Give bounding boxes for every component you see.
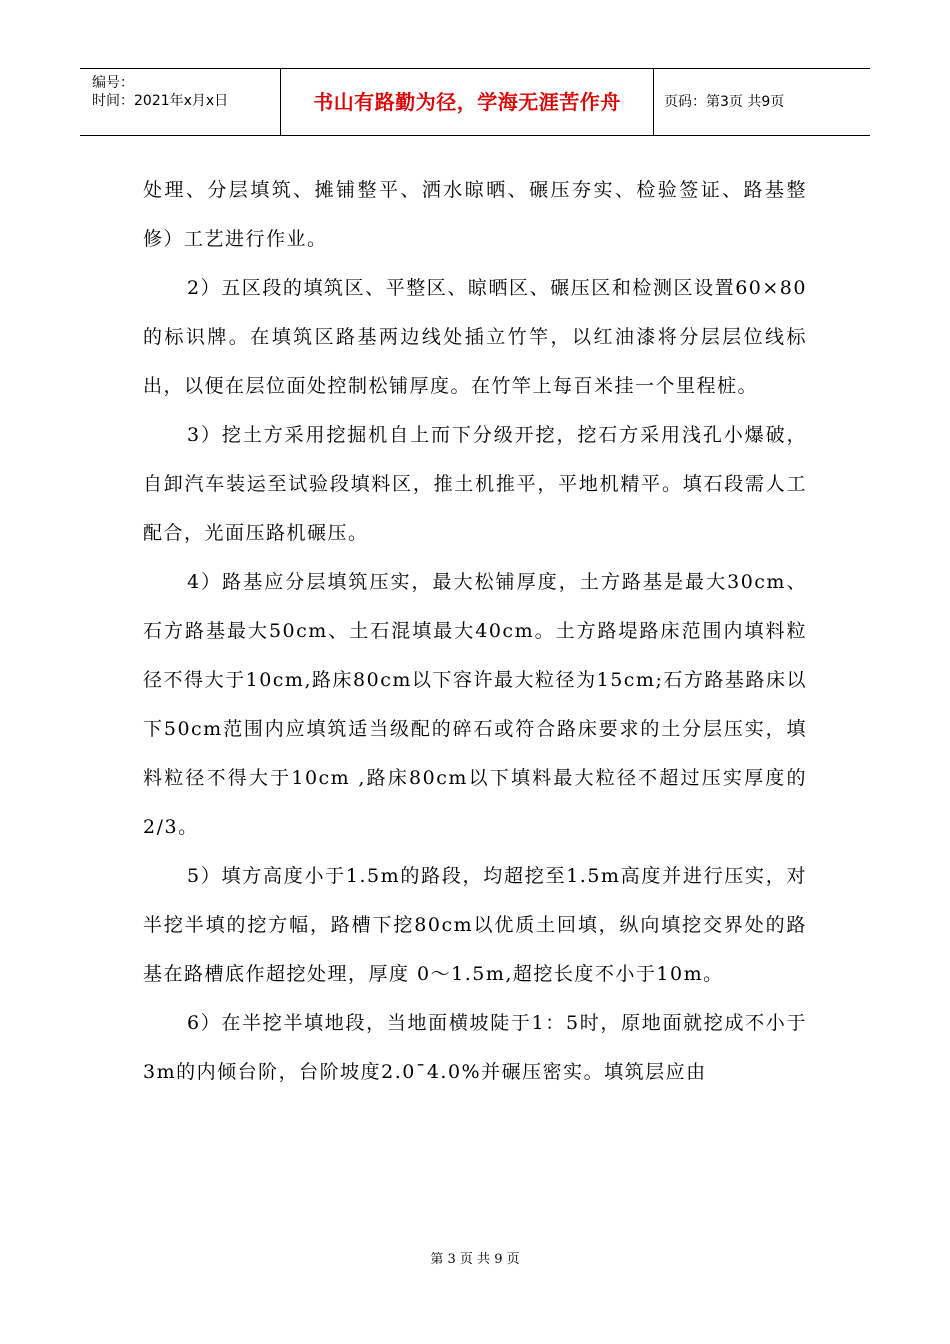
paragraph: 5）填方高度小于1.5m的路段，均超挖至1.5m高度并进行压实，对半挖半填的挖方幅，路槽下挖80cm以优质土回填，纵向填挖交界处的路基在路槽底作超挖处理，厚度 0～1.5m,超挖长度不小于10m。 [143,865,807,985]
header-meta [80,69,280,135]
header-page-info: 页码：第3页 共9页 [664,94,785,110]
page-header [80,68,870,136]
paragraph: 3）挖土方采用挖掘机自上而下分级开挖，挖石方采用浅孔小爆破，自卸汽车装运至试验段填料区，推土机推平，平地机精平。填石段需人工配合，光面压路机碾压。 [143,424,807,544]
paragraph: 处理、分层填筑、摊铺整平、洒水晾晒、碾压夯实、检验签证、路基整修）工艺进行作业。 [143,179,807,250]
page-footer: 第 3 页 共 9 页 [430,1252,520,1267]
number-label: 编号： [92,75,134,91]
paragraph: 6）在半挖半填地段，当地面横坡陡于1：5时，原地面就挖成不小于3m的内倾台阶，台阶坡度2.0¯4.0%并碾压密实。填筑层应由 [143,1012,807,1083]
header-divider [653,69,654,135]
header-motto: 书山有路勤为径，学海无涯苦作舟 [313,90,621,114]
document-body [143,166,807,1097]
paragraph: 4）路基应分层填筑压实，最大松铺厚度，土方路基是最大30cm、石方路基最大50cm、土石混填最大40cm。土方路堤路床范围内填料粒径不得大于10cm,路床80cm以下容许最大粒径为15cm;石方路基路床以下50cm范围内应填筑适当级配的碎石或符合路床要求的土分层压实，填料粒径不得大于10cm ,路床80cm以下填料最大粒径不超过压实厚度的2/3。 [143,571,807,838]
date-label: 时间：2021年x月x日 [92,93,229,109]
paragraph: 2）五区段的填筑区、平整区、晾晒区、碾压区和检测区设置60×80的标识牌。在填筑区路基两边线处插立竹竿，以红油漆将分层层位线标出，以便在层位面处控制松铺厚度。在竹竿上每百米挂一个里程桩。 [143,277,807,397]
